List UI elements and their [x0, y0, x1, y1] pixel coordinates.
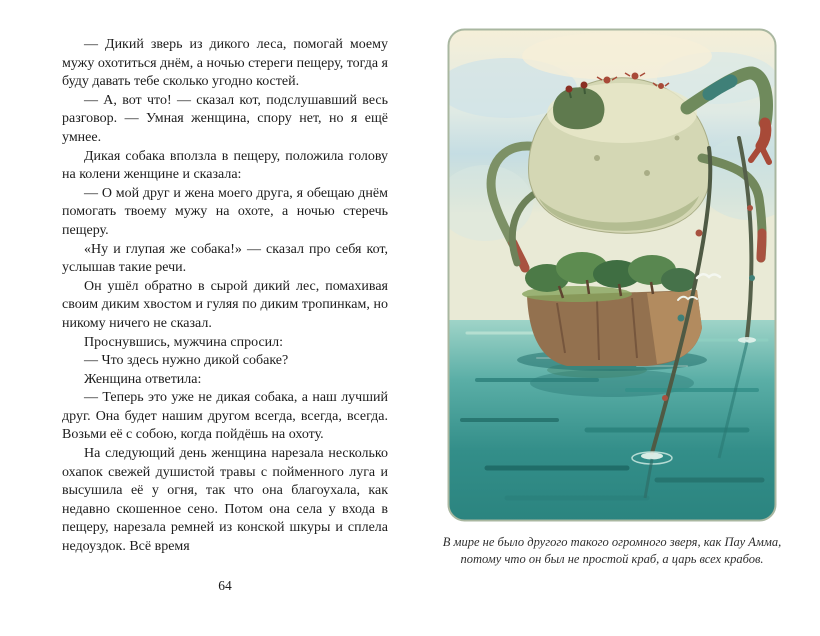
paragraph: Проснувшись, мужчина спросил:: [84, 334, 284, 350]
paragraph: «Ну и глупая же собака!» — сказал про себя кот, услышав такие речи.: [62, 241, 388, 276]
page-number: 64: [218, 578, 232, 593]
paragraph: — А, вот что! — сказал кот, подслушавший весь разговор. — Умная женщина, спору нет, но я ещё умнее.: [62, 92, 388, 145]
paragraph: На следующий день женщина нарезала несколько охапок свежей душистой травы с пойменного луга и высушила её у огня, так что она благоухала, как недавно скошенное сено. Потом она села у входа в пещеру, нарезала ремней из конской шкуры и сплела недоуздок. Всё время: [62, 446, 388, 555]
paragraph: — Теперь это уже не дикая собака, а наш лучший друг. Она будет нашим другом всегда, всегда, всегда. Возьми её с собою, когда пойдёшь на охоту.: [62, 390, 388, 443]
paragraph: Дикая собака вползла в пещеру, положила голову на колени женщине и сказала:: [62, 148, 388, 183]
body-text: [62, 36, 388, 557]
paragraph: — Дикий зверь из дикого леса, помогай моему мужу охотиться днём, а ночью стереги пещеру, тогда я буду давать тебе сколько угодно костей.: [62, 37, 388, 90]
paragraph: Женщина ответила:: [84, 371, 202, 387]
crab-illustration: [447, 28, 777, 522]
illustration-frame: [447, 28, 777, 522]
paragraph: — Что здесь нужно дикой собаке?: [84, 353, 289, 369]
paragraph: — О мой друг и жена моего друга, я обещаю днём помогать твоему мужу на охоте, а ночью стеречь пещеру.: [62, 185, 388, 238]
paragraph: Он ушёл обратно в сырой дикий лес, помахивая своим диким хвостом и гуляя по диким тропинкам, но никому ничего не сказал.: [62, 278, 388, 331]
illustration-caption: В мире не было другого такого огромного зверя, как Пау Амма, потому что он был не простой краб, а царь всех крабов.: [442, 535, 782, 566]
